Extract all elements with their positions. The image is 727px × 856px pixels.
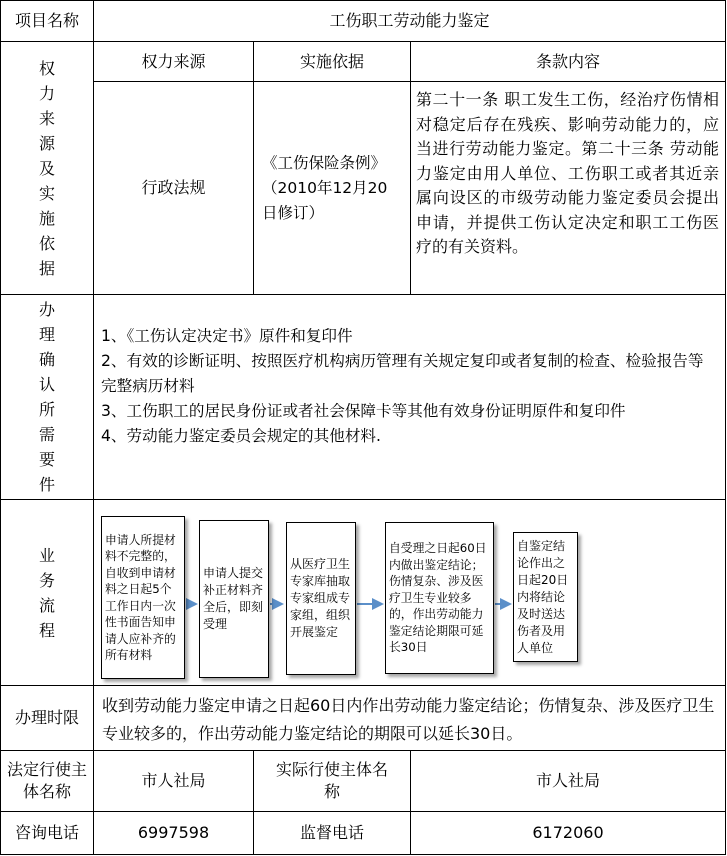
supervise-phone-value: [411, 812, 726, 855]
supervise-phone-label: [254, 812, 411, 855]
actual-subject-value-text: 市人社局: [535, 771, 600, 790]
header-power-source-text: 权力来源: [141, 51, 206, 71]
requirements-label-char-2: 理: [38, 325, 55, 344]
consult-phone-label-text: 咨询电话: [14, 823, 79, 842]
basis-label-char-6: 实: [38, 183, 55, 203]
process-label-char-3: 流: [38, 595, 55, 615]
flow-step-2: [199, 520, 269, 678]
legal-basis-value-text: 《工伤保险条例》（2010年12月20日修订）: [262, 153, 388, 222]
process-label-char-2: 务: [38, 570, 55, 590]
time-limit-label-text: 办理时限: [14, 708, 79, 727]
time-limit-value-text: 收到劳动能力鉴定申请之日起60日内作出劳动能力鉴定结论；伤情复杂、涉及医疗卫生专业较多的，作出劳动能力鉴定结论的期限可以延长30日。: [102, 695, 715, 743]
basis-label-char-1: 权: [38, 58, 55, 78]
flow-step-5-text: 自鉴定结论作出之日起20日内将结论及时送达伤者及用人单位: [517, 538, 569, 655]
legal-subject-value-text: 市人社局: [141, 771, 206, 790]
article-content-value-text: 第二十一条 职工发生工伤，经治疗伤情相对稳定后存在残疾、影响劳动能力的，应当进行劳动能力鉴定。第二十三条 劳动能力鉴定由用人单位、工伤职工或者其近亲属向设区的市级劳动能力鉴定委员会提出申请，并提供工伤认定决定和职工工伤医疗的有关资料。: [416, 90, 719, 256]
basis-label-char-8: 依: [38, 233, 55, 253]
flow-step-3: [286, 522, 356, 675]
actual-subject-label: [254, 751, 411, 812]
actual-subject-value: [411, 751, 726, 812]
basis-label-char-3: 来: [38, 108, 55, 128]
flow-step-3-text: 从医疗卫生专家库抽取专家组成专家组，组织开展鉴定: [290, 557, 351, 639]
requirement-item-3: 3、工伤职工的居民身份证或者社会保障卡等其他有效身份证明原件和复印件: [101, 402, 626, 420]
basis-label-char-9: 据: [38, 258, 55, 278]
requirements-label-char-3: 确: [38, 350, 55, 369]
supervise-phone-value-text: 6172060: [532, 823, 604, 842]
legal-subject-value: [94, 751, 254, 812]
process-label-char-1: 业: [38, 545, 55, 565]
supervise-phone-label-text: 监督电话: [299, 823, 364, 842]
flow-step-1: [101, 516, 185, 679]
basis-label-char-2: 力: [38, 83, 55, 103]
requirements-label-char-7: 要: [38, 450, 55, 469]
legal-subject-label-text: 法定行使主体名称: [7, 760, 88, 801]
consult-phone-label: [0, 812, 94, 855]
flow-step-2-text: 申请人提交补正材料齐全后，即刻受理: [203, 566, 264, 631]
flow-step-5: [513, 532, 578, 662]
basis-label-char-5: 及: [38, 158, 55, 178]
requirements-label-char-1: 办: [38, 300, 55, 319]
time-limit-value: [94, 686, 726, 751]
consult-phone-value-text: 6997598: [137, 823, 210, 842]
requirements-label-char-4: 认: [38, 375, 55, 394]
flow-step-4-text: 自受理之日起60日内做出鉴定结论；伤情复杂、涉及医疗卫生专业较多的，作出劳动能力鉴定结论期限可延长30日: [389, 541, 487, 655]
basis-label-char-4: 源: [38, 133, 55, 153]
header-article-content-text: 条款内容: [535, 51, 600, 71]
flow-step-1-text: 申请人所提材料不完整的，自收到申请材料之日起5个工作日内一次性书面告知申请人应补齐的所有材料: [105, 532, 176, 662]
requirements-label-char-5: 所: [38, 400, 55, 419]
header-legal-basis-text: 实施依据: [299, 51, 364, 71]
consult-phone-value: [94, 812, 254, 855]
requirements-label-char-8: 件: [38, 475, 55, 494]
time-limit-label: [0, 686, 94, 751]
flow-step-4: [385, 522, 494, 674]
legal-subject-label: [0, 751, 94, 812]
requirement-item-1: 1、《工伤认定决定书》原件和复印件: [101, 327, 353, 345]
actual-subject-label-text: 实际行使主体名称: [275, 760, 388, 801]
requirement-item-4: 4、劳动能力鉴定委员会规定的其他材料.: [101, 427, 381, 445]
item-name-label-text: 项目名称: [14, 11, 79, 30]
process-label-char-4: 程: [38, 620, 55, 640]
power-source-value-text: 行政法规: [141, 178, 206, 197]
requirement-item-2: 2、有效的诊断证明、按照医疗机构病历管理有关规定复印或者复制的检查、检验报告等完整病历材料: [101, 352, 704, 395]
item-name-value-text: 工伤职工劳动能力鉴定: [329, 11, 490, 30]
basis-label-char-7: 施: [38, 208, 55, 228]
requirements-label-char-6: 需: [38, 425, 55, 444]
